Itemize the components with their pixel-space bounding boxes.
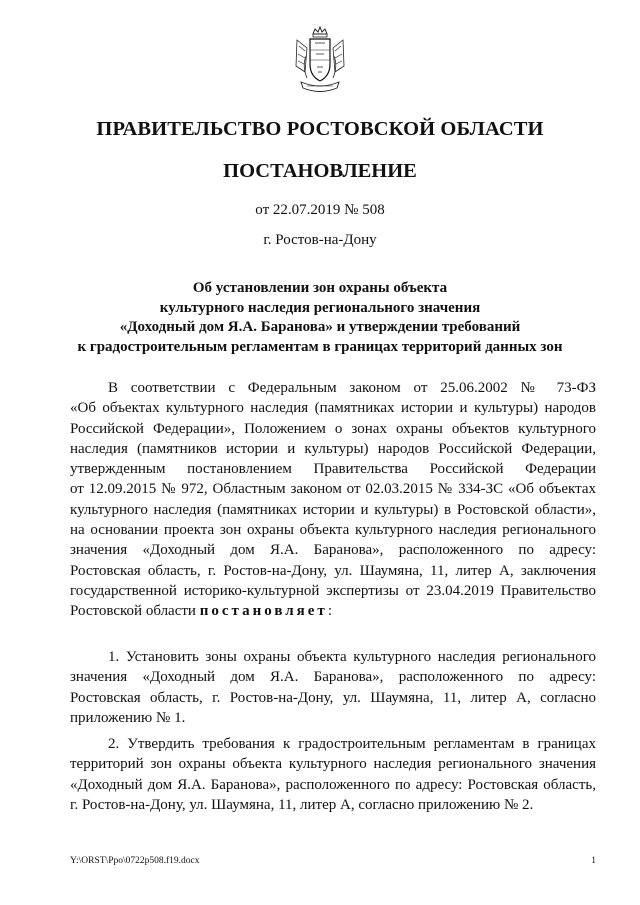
body-line: Ростовская область, г. Ростов-на-Дону, ул. Шаумяна, 11, литер А, заключения — [70, 562, 596, 579]
body-line: Ростовская область, г. Ростов-на-Дону, ул. Шаумяна, 11, литер А, согласно — [70, 689, 596, 706]
body-line: 1. Установить зоны охраны объекта культурного наследия регионального — [108, 649, 596, 665]
body-line: утвержденным постановлением Правительства Российской Федерации — [70, 461, 596, 478]
coat-of-arms-icon — [293, 26, 347, 98]
body-line: Российской Федерации», Положением о зонах охраны объектов культурного — [70, 420, 596, 437]
title-line: к градостроительным регламентам в границах территорий данных зон — [77, 338, 563, 355]
item-1-paragraph — [70, 647, 596, 728]
preamble-paragraph — [70, 378, 596, 622]
body-line: В соответствии с Федеральным законом от 25.06.2002 № 73-ФЗ — [108, 380, 596, 396]
government-name: ПРАВИТЕЛЬСТВО РОСТОВСКОЙ ОБЛАСТИ — [96, 118, 544, 140]
title-line: Об установлении зон охраны объекта — [192, 280, 448, 296]
body-line: значения «Доходный дом Я.А. Баранова», расположенного по адресу: — [70, 669, 596, 686]
footer-file-path: Y:\ORST\Ppo\0722p508.f19.docx — [70, 856, 200, 866]
footer-page-number: 1 — [591, 856, 596, 866]
body-line: наследия (памятников истории и культуры) народов Российской Федерации, — [70, 440, 596, 457]
document-title — [60, 279, 580, 357]
final-suffix: : — [327, 603, 332, 620]
body-line: «Об объектах культурного наследия (памятниках истории и культуры) народов — [70, 400, 596, 417]
body-line: культурного наследия (памятниках истории и культуры) в Ростовской области», — [70, 501, 596, 518]
document-type: ПОСТАНОВЛЕНИЕ — [223, 160, 417, 182]
body-line: от 12.09.2015 № 972, Областным законом от 02.03.2015 № 334-ЗС «Об объектах — [70, 481, 596, 498]
body-line: «Доходный дом Я.А. Баранова», расположенного по адресу: Ростовская область, — [70, 776, 596, 793]
title-line: «Доходный дом Я.А. Баранова» и утверждении требований — [119, 319, 521, 335]
document-city: г. Ростов-на-Дону — [263, 232, 377, 248]
document-date-number: от 22.07.2019 № 508 — [255, 202, 385, 218]
body-line: 2. Утвердить требования к градостроительным регламентам в границах — [108, 736, 596, 752]
body-line: значения «Доходный дом Я.А. Баранова», расположенного по адресу: — [70, 542, 596, 559]
title-line: культурного наследия регионального значения — [159, 299, 481, 316]
body-line: на основании проекта зон охраны объекта культурного наследия регионального — [70, 522, 596, 539]
body-line-final — [70, 601, 596, 621]
resolution-verb: постановляет — [199, 603, 328, 620]
body-line: приложению № 1. — [70, 709, 186, 726]
body-line: государственной историко-культурной экспертизы от 23.04.2019 Правительство — [70, 582, 596, 599]
item-2-paragraph — [70, 734, 596, 815]
body-line: г. Ростов-на-Дону, ул. Шаумяна, 11, литер А, согласно приложению № 2. — [70, 796, 534, 813]
body-line: территорий зон охраны объекта культурного наследия регионального значения — [70, 756, 596, 773]
final-prefix: Ростовской области — [70, 603, 200, 620]
